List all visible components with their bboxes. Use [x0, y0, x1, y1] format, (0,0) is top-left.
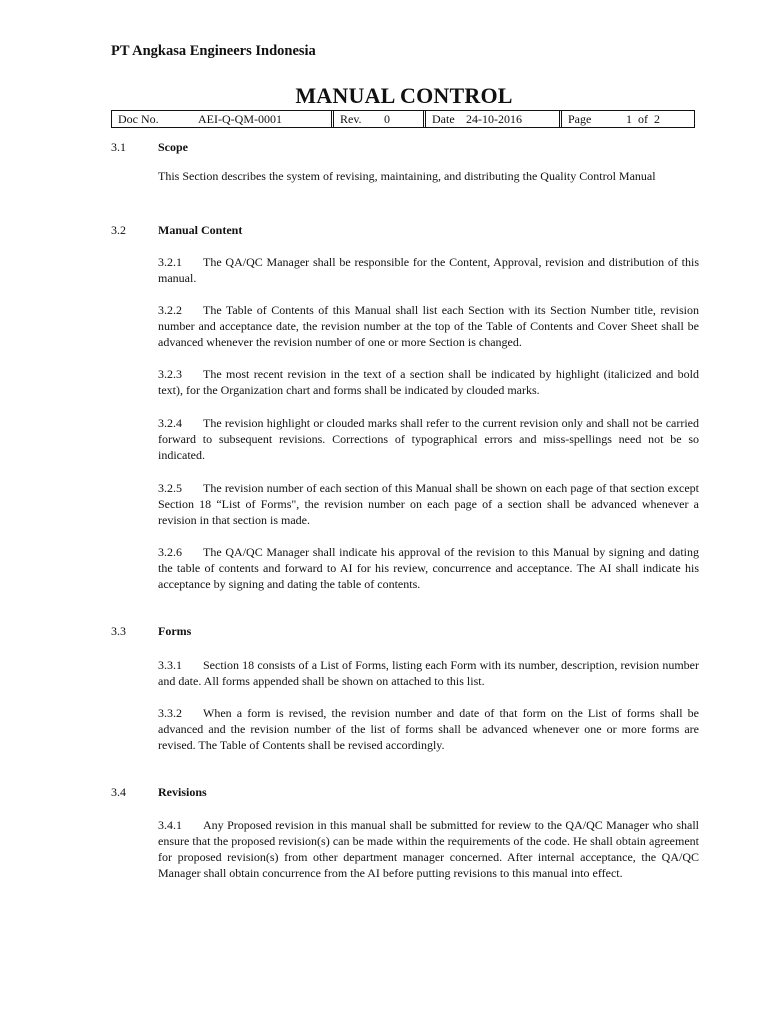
paragraph-text: When a form is revised, the revision number and date of that form on the List of forms shall be advanced and the revision number of the list of forms shall be advanced whenever one or more forms are revised. The Table of Contents shall be revised accordingly. — [158, 706, 699, 752]
section-title-revisions: Revisions — [158, 785, 207, 799]
document-header-table — [111, 110, 695, 128]
section-number-3-4: 3.4 — [111, 785, 126, 799]
date-value: 24-10-2016 — [466, 111, 522, 126]
section-title-scope: Scope — [158, 140, 188, 154]
paragraph-text: Any Proposed revision in this manual shall be submitted for review to the QA/QC Manager who shall ensure that the proposed revision(s) can be made within the requirements of the code. He shall obtain agreement for proposed revision(s) from other department manager concerned. After internal acceptance, the QA/QC Manager shall obtain concurrence from the AI before putting revisions to this manual into effect. — [158, 818, 699, 880]
paragraph-3-3-1 — [158, 657, 699, 689]
paragraph-number: 3.4.1 — [158, 818, 182, 832]
paragraph-text: Section 18 consists of a List of Forms, listing each Form with its number, description, revision number and date. All forms appended shall be shown on attached to this list. — [158, 658, 699, 688]
company-name: PT Angkasa Engineers Indonesia — [111, 43, 316, 59]
paragraph-number: 3.2.3 — [158, 367, 182, 381]
paragraph-number: 3.2.4 — [158, 416, 182, 430]
doc-no-label: Doc No. — [118, 111, 159, 126]
section-number-3-3: 3.3 — [111, 624, 126, 638]
section-number-3-2: 3.2 — [111, 223, 126, 237]
paragraph-text: The revision number of each section of this Manual shall be shown on each page of that section except Section 18 “List of Forms", the revision number on each page of a section shall be advanced whenever a revision in that section is made. — [158, 481, 699, 527]
page-cell — [562, 111, 694, 127]
paragraph-text: The QA/QC Manager shall be responsible for the Content, Approval, revision and distribution of this manual. — [158, 255, 699, 285]
page-value: 1 of 2 — [626, 111, 660, 126]
doc-no-value: AEI-Q-QM-0001 — [198, 111, 282, 126]
paragraph-text: The most recent revision in the text of a section shall be indicated by highlight (italicized and bold text), for the Organization chart and forms shall be indicated by clouded marks. — [158, 367, 699, 397]
doc-no-cell — [112, 111, 334, 127]
paragraph-number: 3.2.2 — [158, 303, 182, 317]
page-label: Page — [568, 111, 592, 126]
section-title-manual-content: Manual Content — [158, 223, 243, 237]
scope-paragraph: This Section describes the system of revising, maintaining, and distributing the Quality Control Manual — [158, 169, 656, 183]
document-title: MANUAL CONTROL — [295, 83, 513, 108]
rev-cell — [334, 111, 426, 127]
paragraph-number: 3.3.2 — [158, 706, 182, 720]
section-title-forms: Forms — [158, 624, 192, 638]
rev-value: 0 — [384, 111, 390, 126]
paragraph-text: The QA/QC Manager shall indicate his approval of the revision to this Manual by signing and dating the table of contents and forward to AI for his review, concurrence and acceptance. The AI shall indicate his acceptance by signing and dating the table of contents. — [158, 545, 699, 591]
date-label: Date — [432, 111, 455, 126]
paragraph-number: 3.2.5 — [158, 481, 182, 495]
paragraph-3-2-4 — [158, 415, 699, 463]
paragraph-3-2-5 — [158, 480, 699, 528]
paragraph-3-3-2 — [158, 705, 699, 753]
paragraph-text: The revision highlight or clouded marks shall refer to the current revision only and shall not be carried forward to subsequent revisions. Corrections of typographical errors and miss-spellings need not be so indicated. — [158, 416, 699, 462]
paragraph-number: 3.2.6 — [158, 545, 182, 559]
paragraph-text: The Table of Contents of this Manual shall list each Section with its Section Number title, revision number and acceptance date, the revision number at the top of the Table of Contents and Cover Sheet shall be advanced whenever the revision number of one or more Section is changed. — [158, 303, 699, 349]
paragraph-3-4-1 — [158, 817, 699, 881]
section-number-3-1: 3.1 — [111, 140, 126, 154]
paragraph-3-2-3 — [158, 366, 699, 398]
paragraph-3-2-1 — [158, 254, 699, 286]
rev-label: Rev. — [340, 111, 362, 126]
date-cell — [426, 111, 562, 127]
paragraph-number: 3.2.1 — [158, 255, 182, 269]
paragraph-number: 3.3.1 — [158, 658, 182, 672]
paragraph-3-2-2 — [158, 302, 699, 350]
paragraph-3-2-6 — [158, 544, 699, 592]
